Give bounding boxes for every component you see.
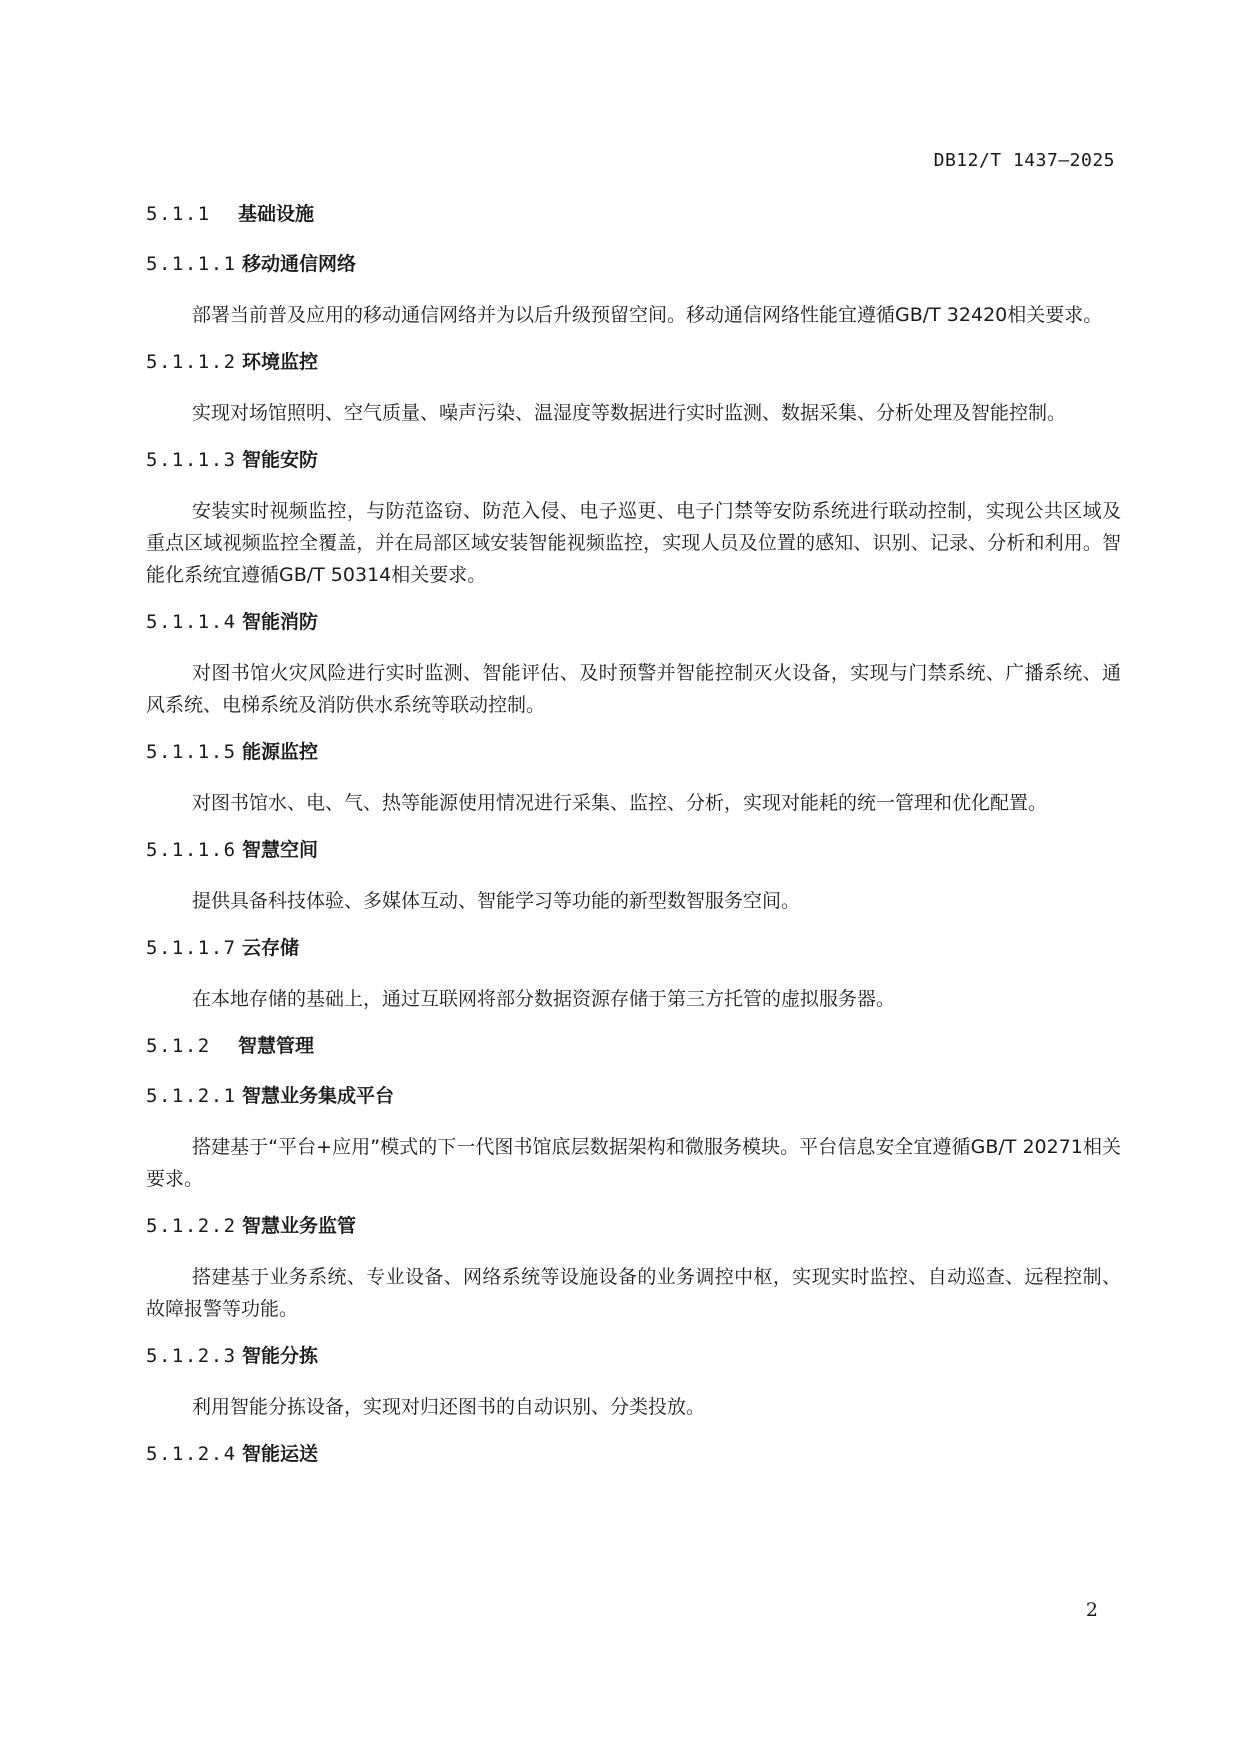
section-heading	[146, 1341, 1121, 1371]
section-paragraph: 搭建基于业务系统、专业设备、网络系统等设施设备的业务调控中枢，实现实时监控、自动巡查、远程控制、故障报警等功能。	[146, 1266, 1121, 1320]
section-title: 智慧管理	[238, 1035, 315, 1057]
section-title: 移动通信网络	[242, 253, 357, 275]
section-number: 5.1.1.2	[146, 351, 237, 373]
section-number: 5.1.1.6	[146, 839, 237, 861]
section-paragraph: 在本地存储的基础上，通过互联网将部分数据资源存储于第三方托管的虚拟服务器。	[192, 988, 896, 1010]
section-heading	[146, 199, 1121, 229]
section-title: 智慧空间	[242, 839, 319, 861]
section-paragraph: 对图书馆火灾风险进行实时监测、智能评估、及时预警并智能控制灭火设备，实现与门禁系统、广播系统、通风系统、电梯系统及消防供水系统等联动控制。	[146, 662, 1121, 716]
section-heading	[146, 933, 1121, 963]
section-title: 智能安防	[242, 449, 319, 471]
section-title: 智慧业务集成平台	[242, 1085, 395, 1107]
section-heading	[146, 835, 1121, 865]
document-code: DB12/T 1437—2025	[933, 150, 1115, 171]
section-heading	[146, 1439, 1121, 1469]
section-title: 能源监控	[242, 741, 319, 763]
section-paragraph: 提供具备科技体验、多媒体互动、智能学习等功能的新型数智服务空间。	[192, 890, 801, 912]
section-number: 5.1.1.5	[146, 741, 237, 763]
section-number: 5.1.1.3	[146, 449, 237, 471]
section-paragraph: 对图书馆水、电、气、热等能源使用情况进行采集、监控、分析，实现对能耗的统一管理和优化配置。	[192, 792, 1048, 814]
section-paragraph: 实现对场馆照明、空气质量、噪声污染、温湿度等数据进行实时监测、数据采集、分析处理及智能控制。	[192, 402, 1067, 424]
section-number: 5.1.2.2	[146, 1215, 237, 1237]
section-title: 智能消防	[242, 611, 319, 633]
section-heading	[146, 1211, 1121, 1241]
section-heading	[146, 347, 1121, 377]
section-title: 智慧业务监管	[242, 1215, 357, 1237]
section-paragraph: 部署当前普及应用的移动通信网络并为以后升级预留空间。移动通信网络性能宜遵循GB/T 32420相关要求。	[192, 304, 1103, 326]
section-paragraph: 安装实时视频监控，与防范盗窃、防范入侵、电子巡更、电子门禁等安防系统进行联动控制，实现公共区域及重点区域视频监控全覆盖，并在局部区域安装智能视频监控，实现人员及位置的感知、识别、记录、分析和利用。智能化系统宜遵循GB/T 50314相关要求。	[146, 500, 1121, 586]
section-title: 基础设施	[238, 203, 315, 225]
section-heading	[146, 445, 1121, 475]
section-number: 5.1.1.7	[146, 937, 237, 959]
section-heading	[146, 249, 1121, 279]
section-number: 5.1.2.3	[146, 1345, 237, 1367]
section-title: 智能分拣	[242, 1345, 319, 1367]
section-number: 5.1.2	[146, 1035, 211, 1057]
page-number: 2	[1085, 1599, 1098, 1621]
section-heading	[146, 607, 1121, 637]
section-number: 5.1.1.1	[146, 253, 237, 275]
document-body	[146, 199, 1121, 1489]
section-number: 5.1.2.1	[146, 1085, 237, 1107]
section-heading	[146, 737, 1121, 767]
section-title: 云存储	[242, 937, 300, 959]
section-heading	[146, 1031, 1121, 1061]
section-title: 智能运送	[242, 1443, 319, 1465]
section-number: 5.1.1.4	[146, 611, 237, 633]
section-heading	[146, 1081, 1121, 1111]
section-number: 5.1.1	[146, 203, 211, 225]
section-paragraph: 利用智能分拣设备，实现对归还图书的自动识别、分类投放。	[192, 1396, 706, 1418]
section-title: 环境监控	[242, 351, 319, 373]
section-paragraph: 搭建基于“平台+应用”模式的下一代图书馆底层数据架构和微服务模块。平台信息安全宜遵循GB/T 20271相关要求。	[146, 1136, 1121, 1190]
section-number: 5.1.2.4	[146, 1443, 237, 1465]
